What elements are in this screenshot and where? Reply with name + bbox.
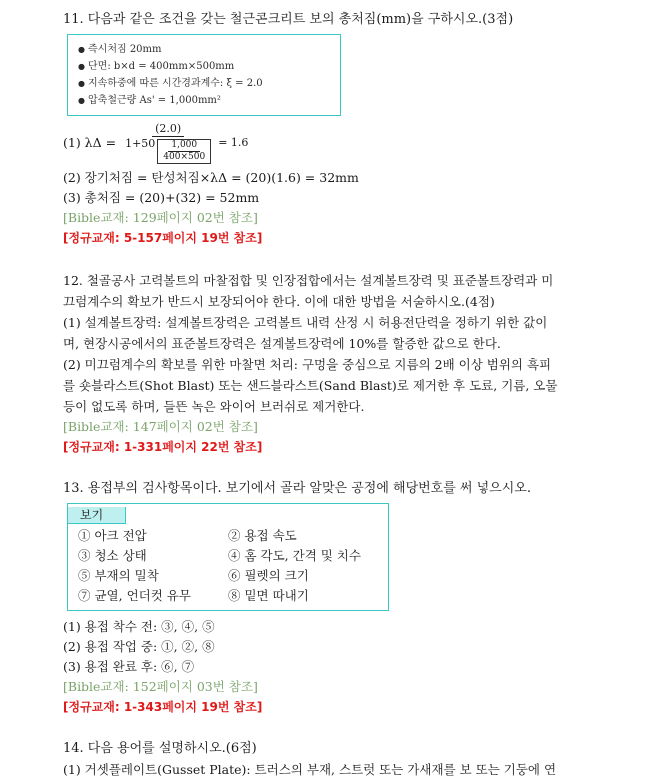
condition-item: ● 단면: b×d = 400mm×500mm	[78, 58, 332, 75]
formula-result: = 1.6	[218, 136, 249, 149]
condition-item: ● 지속하중에 따른 시간경과계수: ξ = 2.0	[78, 75, 332, 92]
formula-den-prefix: 1+50	[125, 137, 156, 150]
condition-item: ● 즉시처짐 20mm	[78, 41, 332, 58]
formula-inner-fraction	[157, 139, 211, 164]
options-box-label: 보기	[68, 507, 126, 524]
q12-body-line: 를 숏블라스트(Shot Blast) 또는 샌드블라스트(Sand Blast)로 제거한 후 도료, 기름, 오물	[63, 378, 558, 393]
q13-answer: (2) 용접 작업 중: ①, ②, ⑧	[63, 639, 215, 654]
q13-title: 13. 용접부의 검사항목이다. 보기에서 골라 알맞은 공정에 해당번호를 써 넣으시오.	[63, 481, 531, 496]
option-item: ⑥ 필렛의 크기	[228, 568, 309, 583]
q14-title: 14. 다음 용어를 설명하시오.(6점)	[63, 741, 257, 756]
q11-line: (2) 장기처짐 = 탄성처짐×λΔ = (20)(1.6) = 32mm	[63, 170, 359, 185]
q11-textbook-ref: [정규교재: 5-157페이지 19번 참조]	[63, 231, 263, 245]
q12-title-line: 끄럼계수의 확보가 반드시 보장되어야 한다. 이에 대한 방법을 서술하시오.(4점)	[63, 294, 495, 309]
q11-conditions-box	[67, 34, 341, 116]
q12-body-line: 등이 없도록 하며, 들뜬 녹은 와이어 브러쉬로 제거한다.	[63, 399, 365, 414]
q11-line: (3) 총처짐 = (20)+(32) = 52mm	[63, 190, 260, 205]
q12-bible-ref: [Bible교재: 147페이지 02번 참조]	[63, 419, 258, 434]
bullet-icon: ●	[78, 96, 85, 105]
q12-body-line: 며, 현장시공에서의 표준볼트장력은 설계볼트장력에 10%를 할증한 값으로 한다.	[63, 336, 501, 351]
q11-bible-ref: [Bible교재: 129페이지 02번 참조]	[63, 210, 258, 225]
q13-bible-ref: [Bible교재: 152페이지 03번 참조]	[63, 679, 258, 694]
options-grid	[68, 524, 388, 606]
condition-item: ● 압축철근량 As' = 1,000mm²	[78, 92, 332, 109]
formula-numerator: (2.0)	[152, 122, 184, 137]
q13-answer: (3) 용접 완료 후: ⑥, ⑦	[63, 659, 195, 674]
q14-line: (1) 거셋플레이트(Gusset Plate): 트러스의 부재, 스트럿 또는 가새재를 보 또는 기둥에 연	[63, 762, 557, 777]
option-item: ② 용접 속도	[228, 528, 297, 543]
option-item: ④ 홈 각도, 간격 및 치수	[228, 548, 361, 563]
option-item: ① 아크 전압	[78, 528, 147, 543]
bullet-icon: ●	[78, 62, 85, 71]
inner-denominator: 400×500	[163, 152, 206, 162]
q12-title-line: 12. 철골공사 고력볼트의 마찰접합 및 인장접합에서는 설계볼트장력 및 표준볼트장력과 미	[63, 273, 554, 288]
option-item: ⑧ 밑면 따내기	[228, 588, 309, 603]
bullet-icon: ●	[78, 45, 85, 54]
bullet-icon: ●	[78, 79, 85, 88]
formula-denominator	[122, 137, 214, 164]
q12-body-line: (2) 미끄럼계수의 확보를 위한 마찰면 처리: 구멍을 중심으로 지름의 2배 이상 범위의 흑피	[63, 357, 552, 372]
q11-formula	[63, 122, 588, 164]
formula-fraction	[122, 122, 214, 164]
q13-options-box	[67, 503, 389, 611]
formula-label: (1) λΔ =	[63, 135, 117, 150]
q13-textbook-ref: [정규교재: 1-343페이지 19번 참조]	[63, 700, 263, 714]
q13-answer: (1) 용접 착수 전: ③, ④, ⑤	[63, 619, 215, 634]
q11-title: 11. 다음과 같은 조건을 갖는 철근콘크리트 보의 총처짐(mm)을 구하시오.(3점)	[63, 12, 514, 27]
option-item: ⑦ 균열, 언더컷 유무	[78, 588, 191, 603]
inner-numerator: 1,000	[168, 140, 200, 152]
document-page	[63, 0, 588, 780]
option-item: ⑤ 부재의 밀착	[78, 568, 159, 583]
q12-body-line: (1) 설계볼트장력: 설계볼트장력은 고력볼트 내력 산정 시 허용전단력을 정하기 위한 값이	[63, 315, 548, 330]
q12-textbook-ref: [정규교재: 1-331페이지 22번 참조]	[63, 440, 263, 454]
option-item: ③ 청소 상태	[78, 548, 147, 563]
